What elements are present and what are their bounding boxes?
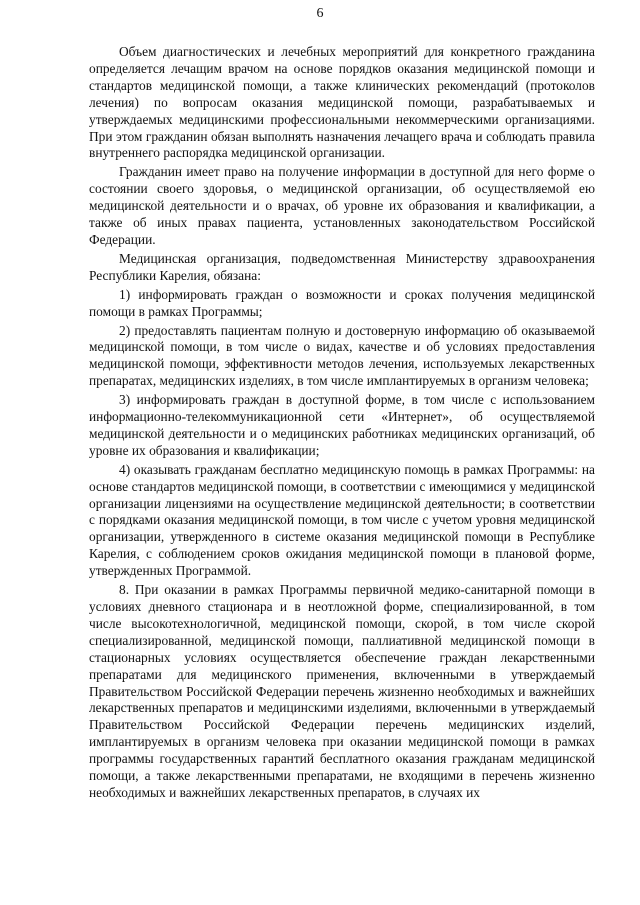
document-body: [89, 44, 595, 804]
list-item-2: 2) предоставлять пациентам полную и достоверную информацию об оказываемой медицинской помощи, в том числе о видах, качестве и об условиях предоставления медицинской помощи, эффективности методов лечения, используемых лекарственных препаратах, медицинских изделиях, в том числе имплантируемых в организм человека;: [89, 322, 595, 389]
page-number: 6: [316, 6, 324, 21]
paragraph-section-8: 8. При оказании в рамках Программы первичной медико-санитарной помощи в условиях дневного стационара и в неотложной форме, специализированной, в том числе высокотехнологичной, медицинской помощи, скорой, в том числе скорой специализированной, медицинской помощи, паллиативной медицинской помощи в стационарных условиях осуществляется обеспечение граждан лекарственными препаратами для медицинского применения, включенными в утверждаемый Правительством Российской Федерации перечень жизненно необходимых и важнейших лекарственных препаратов и медицинскими изделиями, включенными в утверждаемый Правительством Российской Федерации перечень медицинских изделий, имплантируемых в организм человека при оказании медицинской помощи в рамках программы государственных гарантий бесплатного оказания гражданам медицинской помощи, а также лекарственными препаратами, не входящими в перечень жизненно необходимых и важнейших лекарственных препаратов, в случаях их: [89, 582, 595, 800]
list-item-3: 3) информировать граждан в доступной форме, в том числе с использованием информационно-телекоммуникационной сети «Интернет», об осуществляемой медицинской деятельности и о медицинских работниках медицинских организаций, об уровне их образования и квалификации;: [89, 392, 595, 458]
paragraph-right-to-information: Гражданин имеет право на получение информации в доступной для него форме о состоянии своего здоровья, о медицинской организации, об осуществляемой ею медицинской деятельности и о врачах, об уровне их образования и квалификации, а также об иных правах пациента, установленных законодательством Российской Федерации.: [89, 164, 595, 247]
paragraph-organization-obligations: Медицинская организация, подведомственная Министерству здравоохранения Республики Карелия, обязана:: [89, 250, 595, 283]
paragraph-scope-of-treatment: Объем диагностических и лечебных мероприятий для конкретного гражданина определяется лечащим врачом на основе порядков оказания медицинской помощи и стандартов медицинской помощи, а также клинических рекомендаций (протоколов лечения) по вопросам оказания медицинской помощи, разрабатываемых и утверждаемых медицинскими профессиональными некоммерческими организациями. При этом гражданин обязан выполнять назначения лечащего врача и соблюдать правила внутреннего распорядка медицинской организации.: [89, 44, 595, 161]
list-item-4: 4) оказывать гражданам бесплатно медицинскую помощь в рамках Программы: на основе стандартов медицинской помощи, в соответствии с имеющимися у медицинской организации лицензиями на осуществление медицинской деятельности; в соответствии с порядками оказания медицинской помощи, в том числе с учетом уровня медицинской организации, утвержденного в системе оказания медицинской помощи в Республике Карелия, с соблюдением сроков ожидания медицинской помощи в плановой форме, утвержденных Программой.: [89, 461, 595, 579]
list-item-1: 1) информировать граждан о возможности и сроках получения медицинской помощи в рамках Программы;: [89, 286, 595, 319]
